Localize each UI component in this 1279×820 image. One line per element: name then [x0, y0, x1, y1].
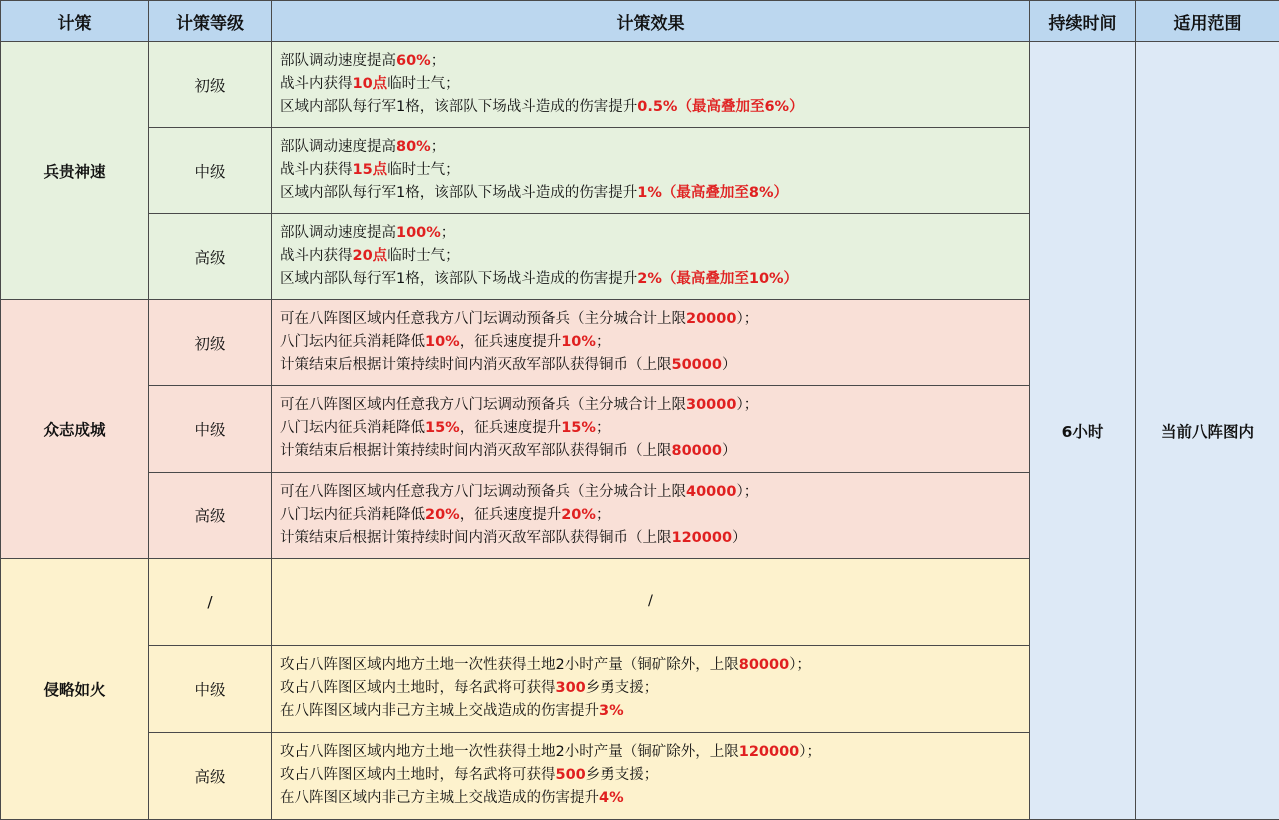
- level-cell: 中级: [149, 128, 272, 214]
- effect-line: 攻占八阵图区域内土地时，每名武将可获得300乡勇支援；: [280, 680, 659, 697]
- strategy-name: 侵略如火: [1, 558, 149, 819]
- effect-line: 在八阵图区域内非己方主城上交战造成的伤害提升3%: [280, 703, 624, 720]
- strategy-name: 兵贵神速: [1, 42, 149, 300]
- effect-line: 计策结束后根据计策持续时间内消灭敌军部队获得铜币（上限50000）: [280, 357, 737, 374]
- effect-line: 部队调动速度提高80%；: [280, 139, 446, 156]
- level-cell: 高级: [149, 472, 272, 558]
- level-cell: 高级: [149, 214, 272, 300]
- table-row: [1, 42, 1279, 128]
- level-cell: /: [149, 558, 272, 645]
- effect-line: 可在八阵图区域内任意我方八门坛调动预备兵（主分城合计上限30000）；: [280, 397, 759, 414]
- effect-cell: [272, 214, 1030, 300]
- header-row: [1, 1, 1279, 42]
- level-cell: 初级: [149, 300, 272, 386]
- level-cell: 初级: [149, 42, 272, 128]
- header-strategy: 计策: [1, 1, 149, 42]
- effect-cell: [272, 645, 1030, 732]
- effect-line: 战斗内获得15点临时士气；: [280, 162, 460, 179]
- effect-line: /: [648, 593, 653, 610]
- effect-cell: [272, 128, 1030, 214]
- effect-line: 战斗内获得10点临时士气；: [280, 76, 460, 93]
- effect-line: 计策结束后根据计策持续时间内消灭敌军部队获得铜币（上限80000）: [280, 443, 737, 460]
- duration-cell: 6小时: [1030, 42, 1136, 820]
- strategy-name: 众志成城: [1, 300, 149, 558]
- scope-cell: 当前八阵图内: [1136, 42, 1279, 820]
- effect-line: 部队调动速度提高100%；: [280, 225, 456, 242]
- effect-cell: [272, 386, 1030, 472]
- effect-line: 部队调动速度提高60%；: [280, 53, 446, 70]
- effect-line: 区域内部队每行军1格，该部队下场战斗造成的伤害提升1%（最高叠加至8%）: [280, 185, 788, 202]
- effect-line: 八门坛内征兵消耗降低10%，征兵速度提升10%；: [280, 334, 611, 351]
- effect-cell: [272, 472, 1030, 558]
- header-effect: 计策效果: [272, 1, 1030, 42]
- level-cell: 中级: [149, 386, 272, 472]
- effect-line: 攻占八阵图区域内土地时，每名武将可获得500乡勇支援；: [280, 767, 659, 784]
- effect-line: 可在八阵图区域内任意我方八门坛调动预备兵（主分城合计上限40000）；: [280, 483, 759, 500]
- effect-cell: [272, 300, 1030, 386]
- level-cell: 中级: [149, 645, 272, 732]
- effect-line: 攻占八阵图区域内地方土地一次性获得土地2小时产量（铜矿除外，上限120000）；: [280, 744, 822, 761]
- header-duration: 持续时间: [1030, 1, 1136, 42]
- header-scope: 适用范围: [1136, 1, 1279, 42]
- effect-line: 可在八阵图区域内任意我方八门坛调动预备兵（主分城合计上限20000）；: [280, 311, 759, 328]
- effect-line: 区域内部队每行军1格，该部队下场战斗造成的伤害提升2%（最高叠加至10%）: [280, 271, 799, 288]
- effect-line: 八门坛内征兵消耗降低20%，征兵速度提升20%；: [280, 506, 611, 523]
- effect-line: 在八阵图区域内非己方主城上交战造成的伤害提升4%: [280, 790, 624, 807]
- effect-cell: [272, 558, 1030, 645]
- effect-line: 八门坛内征兵消耗降低15%，征兵速度提升15%；: [280, 420, 611, 437]
- effect-line: 战斗内获得20点临时士气；: [280, 248, 460, 265]
- header-level: 计策等级: [149, 1, 272, 42]
- level-cell: 高级: [149, 732, 272, 819]
- effect-line: 攻占八阵图区域内地方土地一次性获得土地2小时产量（铜矿除外，上限80000）；: [280, 657, 811, 674]
- effect-cell: [272, 732, 1030, 819]
- effect-line: 计策结束后根据计策持续时间内消灭敌军部队获得铜币（上限120000）: [280, 529, 747, 546]
- effect-line: 区域内部队每行军1格，该部队下场战斗造成的伤害提升0.5%（最高叠加至6%）: [280, 99, 804, 116]
- effect-cell: [272, 42, 1030, 128]
